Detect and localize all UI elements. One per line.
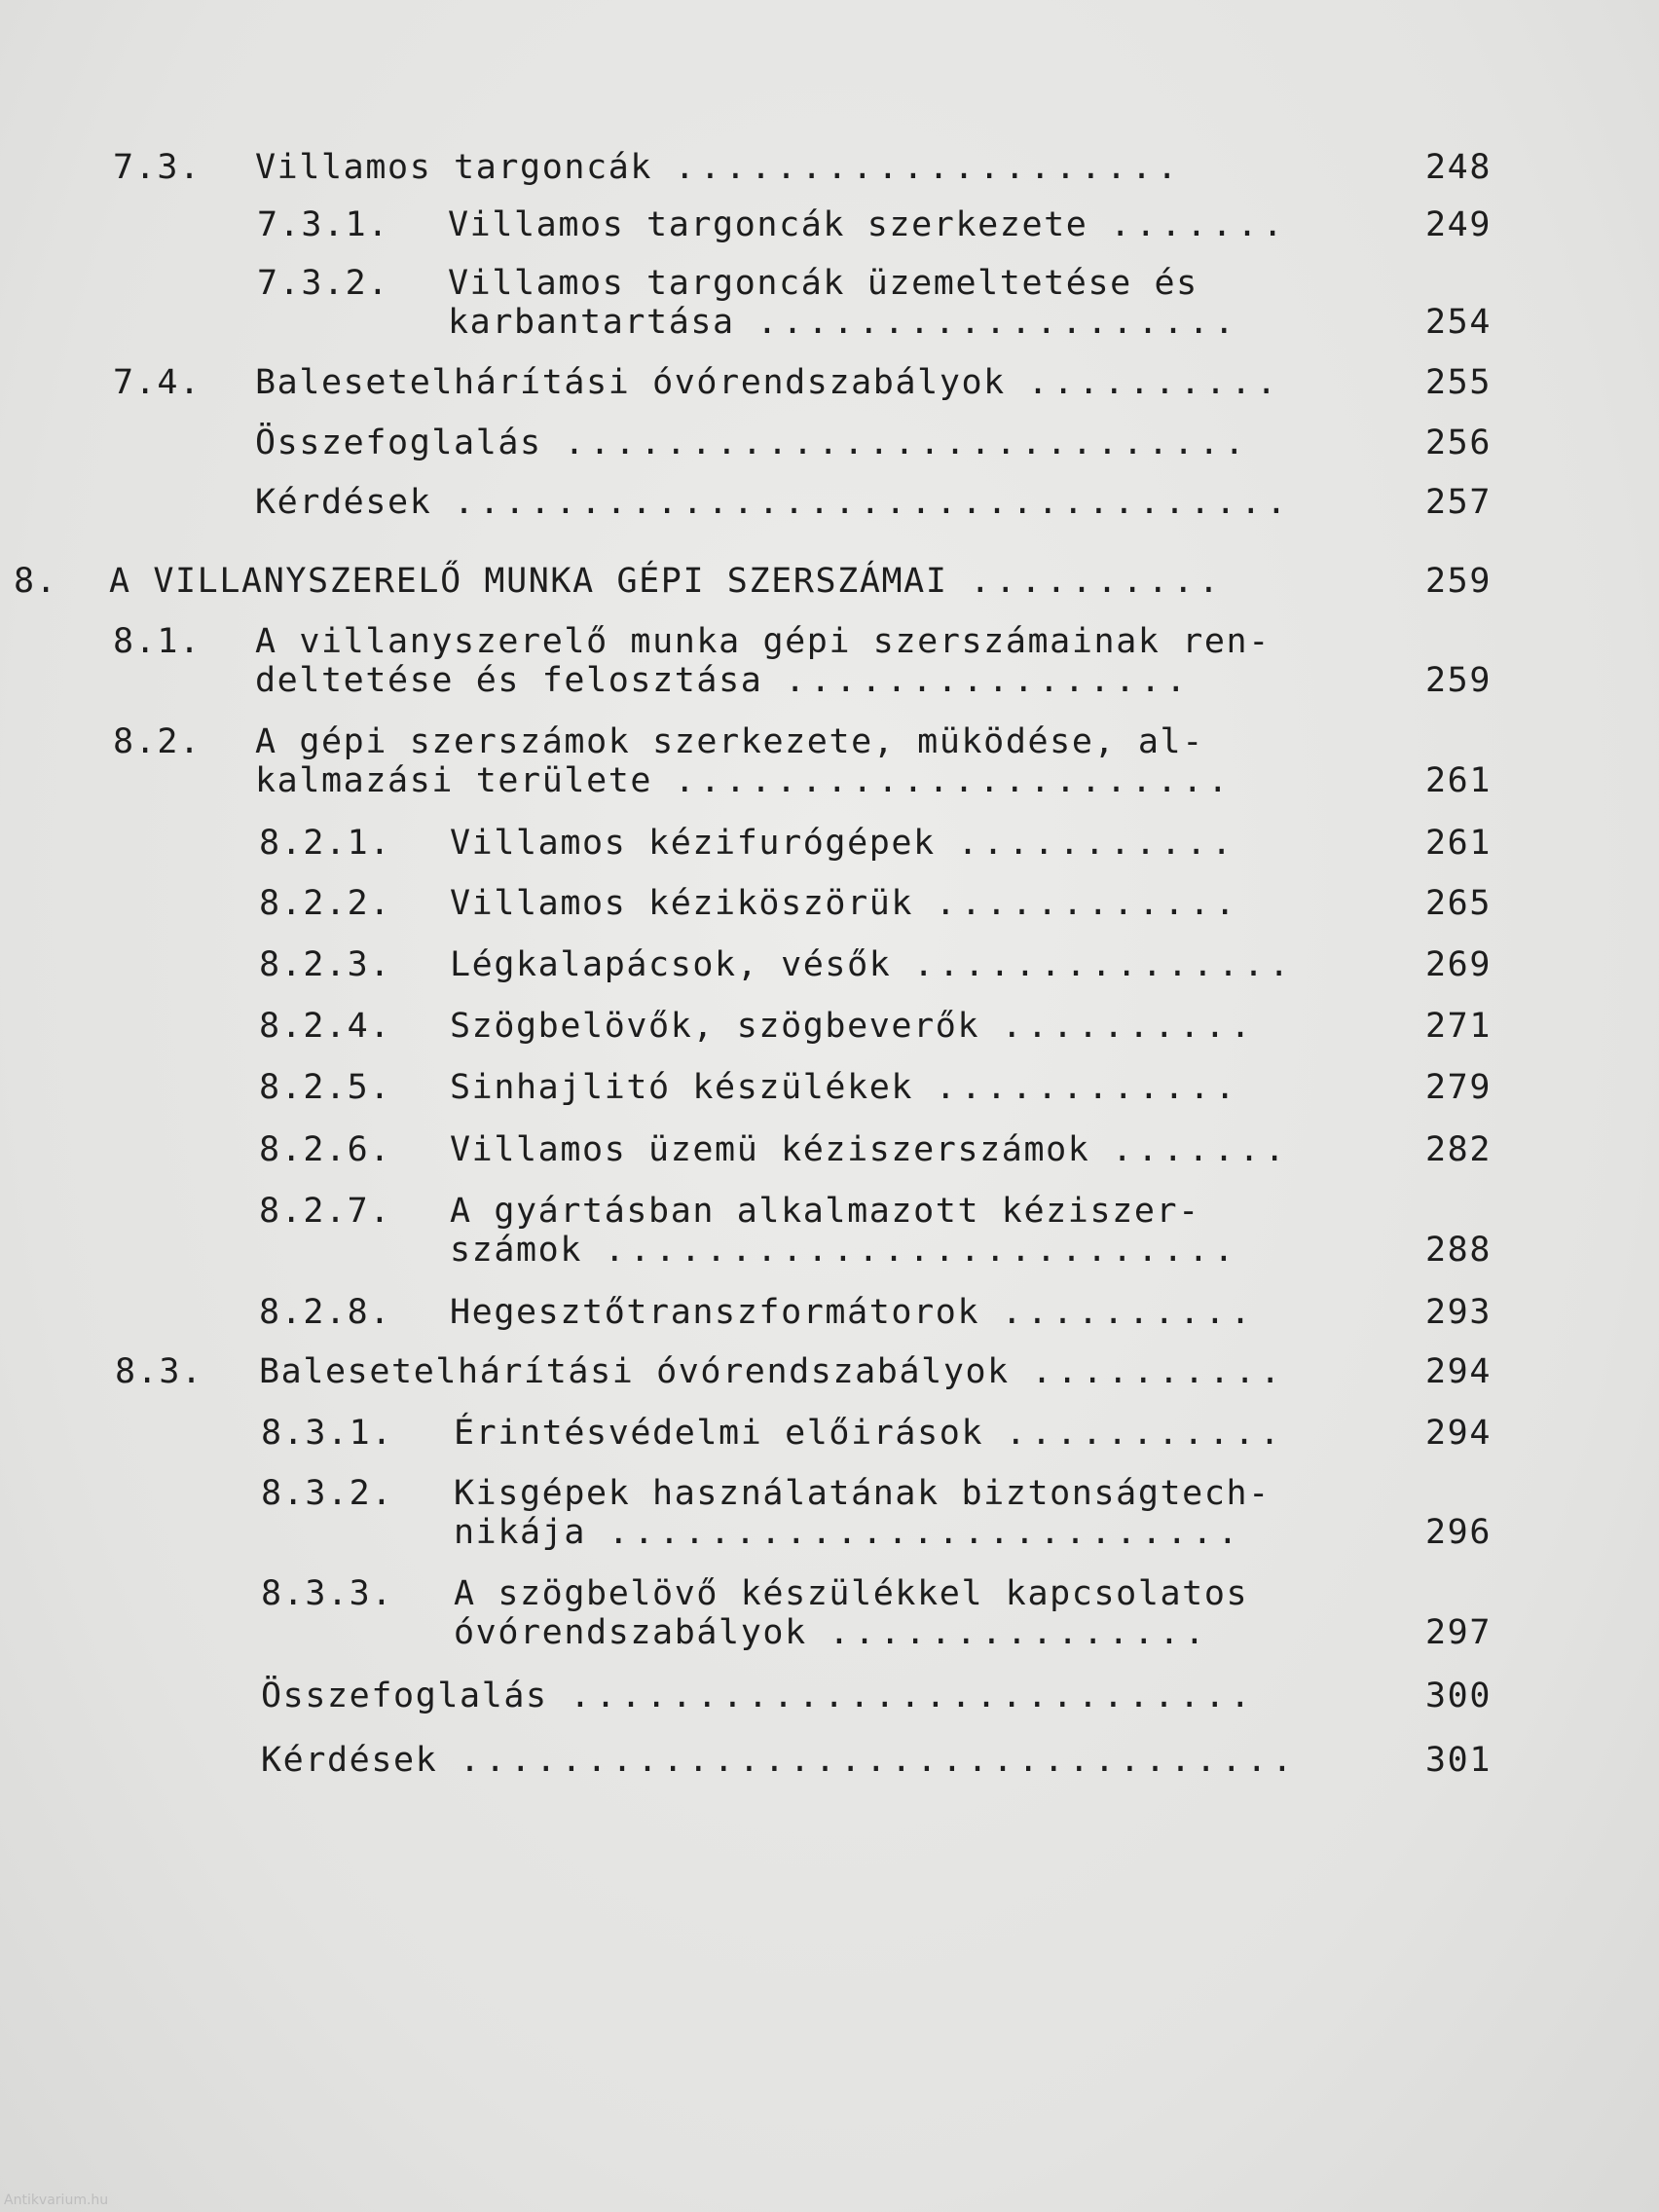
toc-entry-title-continued: számok [450, 1231, 583, 1270]
toc-entry-page: 269 [1424, 945, 1492, 984]
toc-entry-title: Villamos kéziköszörük [450, 884, 914, 923]
toc-entry-title: Balesetelhárítási óvórendszabályok [255, 363, 1006, 402]
toc-entry-leader-dots: ....... [1110, 205, 1288, 244]
toc-entry-leader-dots: .................... [674, 148, 1183, 187]
toc-entry-page: 296 [1424, 1513, 1492, 1552]
toc-entry-page: 255 [1424, 363, 1492, 402]
toc-entry-title: A VILLANYSZERELŐ MUNKA GÉPI SZERSZÁMAI [109, 562, 948, 601]
toc-entry-page: 293 [1424, 1293, 1492, 1332]
toc-entry-leader-dots: ........................... [570, 1677, 1256, 1715]
toc-entry-page: 256 [1424, 424, 1492, 462]
toc-entry-leader-dots: ................ [785, 661, 1192, 700]
toc-entry-title-line [255, 147, 1182, 188]
toc-entry-title: Összefoglalás [255, 424, 542, 462]
toc-entry-page: 257 [1424, 483, 1492, 522]
toc-entry-page: 297 [1424, 1613, 1492, 1652]
toc-entry-title: Kérdések [255, 483, 432, 522]
toc-entry-title: Érintésvédelmi előirások [454, 1414, 984, 1453]
toc-entry-number: 8.2.6. [259, 1130, 392, 1169]
toc-entry-title-line [450, 823, 1236, 864]
toc-entry-title: Sinhajlitó készülékek [450, 1068, 914, 1107]
toc-entry-number: 8.3.2. [261, 1474, 394, 1513]
toc-entry-title-line [448, 302, 1239, 343]
toc-entry-page: 249 [1424, 205, 1492, 244]
toc-entry-page: 294 [1424, 1352, 1492, 1391]
toc-entry-page: 259 [1424, 661, 1492, 700]
toc-entry-title-line [450, 1292, 1256, 1333]
toc-entry-title: Hegesztőtranszformátorok [450, 1293, 980, 1332]
toc-entry-leader-dots: ........... [1005, 1414, 1285, 1453]
toc-entry-title: Villamos kézifurógépek [450, 824, 936, 863]
toc-entry-title: Kisgépek használatának biztonságtech- [454, 1474, 1271, 1513]
toc-entry-page: 288 [1424, 1231, 1492, 1270]
toc-entry-title: A villanyszerelő munka gépi szerszámainak ren- [255, 622, 1271, 661]
toc-entry-leader-dots: .......... [970, 562, 1224, 601]
toc-entry-leader-dots: .......... [1027, 363, 1282, 402]
toc-entry-leader-dots: ......................... [604, 1231, 1239, 1270]
toc-entry-title: Villamos targoncák [255, 148, 653, 187]
toc-entry-leader-dots: ................... [756, 303, 1239, 342]
toc-entry-page: 301 [1424, 1741, 1492, 1780]
toc-entry-page: 261 [1424, 824, 1492, 863]
toc-entry-page: 248 [1424, 148, 1492, 187]
toc-entry-leader-dots: .......... [1031, 1352, 1286, 1391]
toc-entry-page: 259 [1424, 562, 1492, 601]
toc-entry-number: 8.2.7. [259, 1192, 392, 1231]
toc-entry-title-line [450, 944, 1294, 985]
toc-entry-title-line [454, 1413, 1285, 1454]
toc-entry-title-line [255, 760, 1233, 801]
toc-entry-number: 8.1. [113, 622, 202, 661]
toc-entry-number: 8.2.3. [259, 945, 392, 984]
toc-entry-number: 8.3.3. [261, 1574, 394, 1613]
toc-entry-leader-dots: ............... [829, 1613, 1210, 1652]
toc-entry-title: Villamos targoncák üzemeltetése és [448, 264, 1198, 303]
toc-entry-title-line [255, 362, 1281, 403]
toc-entry-title-continued: deltetése és felosztása [255, 661, 763, 700]
toc-entry-leader-dots: ......................... [608, 1513, 1243, 1552]
toc-entry-title-line [450, 1230, 1239, 1271]
toc-entry-title: Szögbelövők, szögbeverők [450, 1007, 980, 1046]
toc-entry-title-line [450, 1067, 1240, 1108]
toc-entry-number: 8.3.1. [261, 1414, 394, 1453]
toc-entry-title: Légkalapácsok, vésők [450, 945, 892, 984]
toc-entry-title: A gépi szerszámok szerkezete, müködése, al- [255, 722, 1204, 761]
toc-entry-number: 7.3.2. [257, 264, 390, 303]
toc-entry-page: 294 [1424, 1414, 1492, 1453]
toc-entry-title-line [454, 1512, 1243, 1553]
toc-entry-leader-dots: ....... [1112, 1130, 1290, 1169]
toc-entry-number: 8.2.1. [259, 824, 392, 863]
toc-entry-title-continued: nikája [454, 1513, 587, 1552]
toc-entry-title-line [450, 1006, 1256, 1047]
toc-entry-title-line [255, 660, 1191, 701]
toc-entry-page: 279 [1424, 1068, 1492, 1107]
toc-entry-leader-dots: ................................. [454, 483, 1292, 522]
toc-entry-title: A gyártásban alkalmazott kéziszer- [450, 1192, 1200, 1231]
toc-entry-leader-dots: ............ [935, 884, 1240, 923]
toc-entry-number: 8.2.5. [259, 1068, 392, 1107]
toc-entry-page: 261 [1424, 761, 1492, 800]
toc-entry-number: 8.2.2. [259, 884, 392, 923]
toc-entry-title: Balesetelhárítási óvórendszabályok [259, 1352, 1010, 1391]
toc-entry-title-line [448, 204, 1288, 245]
toc-entry-page: 282 [1424, 1130, 1492, 1169]
toc-entry-title-continued: óvórendszabályok [454, 1613, 807, 1652]
toc-entry-number: 7.4. [113, 363, 202, 402]
toc-entry-title: Összefoglalás [261, 1677, 548, 1715]
toc-entry-leader-dots: .......... [1001, 1007, 1256, 1046]
toc-entry-title-line [261, 1740, 1297, 1781]
toc-entry-leader-dots: ...................... [674, 761, 1234, 800]
toc-entry-page: 254 [1424, 303, 1492, 342]
toc-entry-leader-dots: .......... [1001, 1293, 1256, 1332]
toc-entry-leader-dots: ............... [913, 945, 1295, 984]
toc-entry-title: Kérdések [261, 1741, 438, 1780]
toc-entry-title: Villamos üzemü kéziszerszámok [450, 1130, 1090, 1169]
toc-entry-number: 8.2.4. [259, 1007, 392, 1046]
toc-entry-leader-dots: ........... [957, 824, 1237, 863]
toc-entry-title-line [259, 1351, 1285, 1392]
toc-entry-title-line [450, 883, 1240, 924]
toc-entry-leader-dots: ........................... [564, 424, 1250, 462]
toc-entry-page: 265 [1424, 884, 1492, 923]
toc-entry-title-line [255, 482, 1291, 523]
toc-entry-title: A szögbelövő készülékkel kapcsolatos [454, 1574, 1249, 1613]
toc-entry-number: 8. [14, 562, 58, 601]
toc-entry-leader-dots: ............ [935, 1068, 1240, 1107]
toc-entry-title-line [454, 1612, 1210, 1653]
toc-entry-leader-dots: ................................. [460, 1741, 1298, 1780]
toc-entry-number: 8.2. [113, 722, 202, 761]
toc-entry-number: 7.3. [113, 148, 202, 187]
watermark: Antikvarium.hu [4, 2193, 109, 2208]
toc-entry-title-line [261, 1676, 1255, 1716]
toc-entry-number: 8.3. [115, 1352, 203, 1391]
toc-entry-number: 8.2.8. [259, 1293, 392, 1332]
toc-entry-title-continued: kalmazási területe [255, 761, 653, 800]
toc-entry-page: 300 [1424, 1677, 1492, 1715]
toc-entry-title-line [255, 423, 1249, 463]
toc-entry-title: Villamos targoncák szerkezete [448, 205, 1088, 244]
toc-entry-title-line [450, 1129, 1290, 1170]
toc-entry-title-continued: karbantartása [448, 303, 735, 342]
toc-entry-number: 7.3.1. [257, 205, 390, 244]
toc-entry-title-line [109, 561, 1224, 602]
toc-entry-page: 271 [1424, 1007, 1492, 1046]
